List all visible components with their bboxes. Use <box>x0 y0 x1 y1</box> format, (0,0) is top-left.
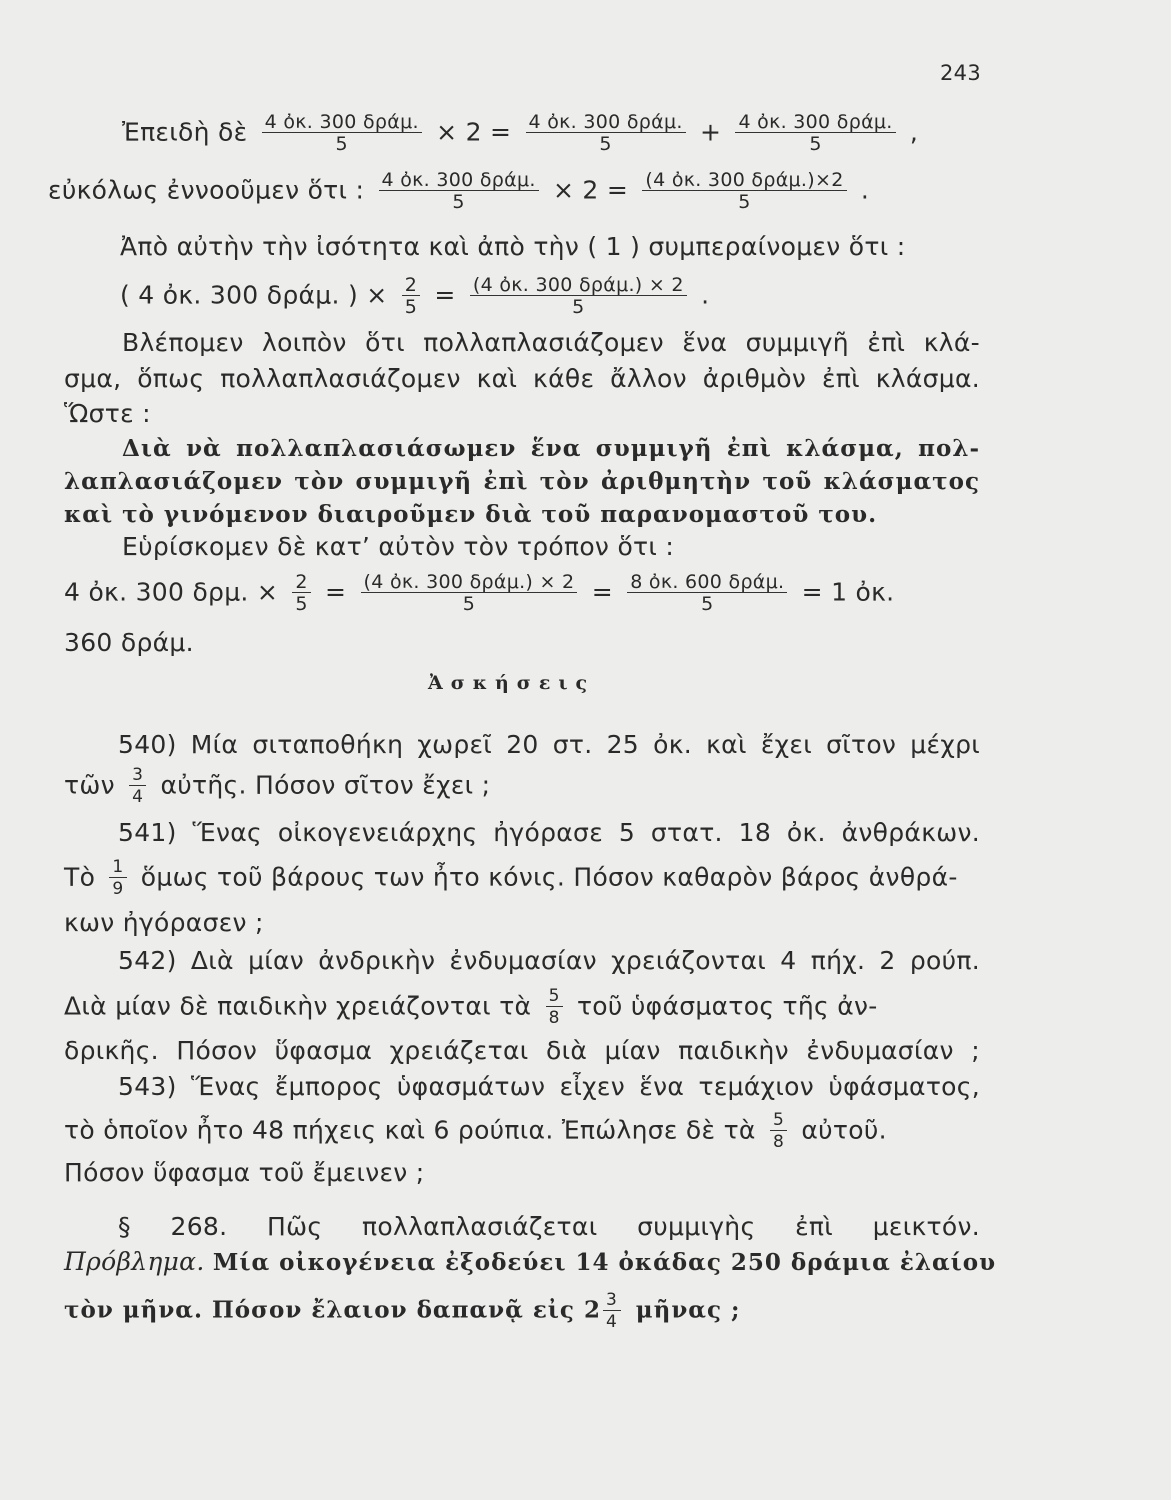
text-line: Εὑρίσκομεν δὲ κατ’ αὐτὸν τὸν τρόπον ὅτι : <box>122 532 675 561</box>
fraction: $\frac{\text{(4 ὀκ. 300 δράμ.)×2}}{5}$ <box>642 170 846 213</box>
text-line: Ἀπὸ αὐτὴν τὴν ἰσότητα καὶ ἀπὸ τὴν ( 1 ) συμπεραίνομεν ὅτι : <box>120 232 906 261</box>
exercise-541-line-2: Τὸ $\frac{1}{9}$ ὅμως τοῦ βάρους των ἦτο κόνις. Πόσον καθαρὸν βάρος ἀνθρά- <box>64 857 958 899</box>
equation-line-9: 4 ὀκ. 300 δρμ. × $\frac{2}{5}$ = $\frac{\text{(4 ὀκ. 300 δράμ.) × 2}}{5}$ = $\frac{\text{8 ὀκ. 600 δράμ.}}{5}$ = 1 ὀκ. <box>64 571 895 615</box>
equation-line-1: Ἐπειδὴ δὲ $\frac{\text{4 ὀκ. 300 δράμ.}}{5}$ × 2 = $\frac{\text{4 ὀκ. 300 δράμ.}}{5}$ + $\frac{\text{4 ὀκ. 300 δράμ.}}{5}$ , <box>122 111 919 155</box>
equation-line-4: ( 4 ὀκ. 300 δράμ. ) × $\frac{2}{5}$ = $\frac{\text{(4 ὀκ. 300 δράμ.) × 2}}{5}$ . <box>120 274 710 318</box>
fraction: $\frac{2}{5}$ <box>402 275 420 318</box>
exercise-541: 541) Ἕνας οἰκογενειάρχης ἠγόρασε 5 στατ. 18 ὀκ. ἀνθράκων. <box>118 818 980 847</box>
exercises-heading: Ἀσκήσεις <box>428 672 596 694</box>
section-268-heading: § 268. Πῶς πολλαπλασιάζεται συμμιγὴς ἐπὶ μεικτόν. <box>118 1212 980 1241</box>
fraction: $\frac{\text{4 ὀκ. 300 δράμ.}}{5}$ <box>526 112 686 155</box>
exercise-540-line-2: τῶν $\frac{3}{4}$ αὐτῆς. Πόσον σῖτον ἔχει ; <box>64 765 491 807</box>
exercise-543: 543) Ἕνας ἔμπορος ὑφασμάτων εἶχεν ἕνα τεμάχιον ὑφάσματος, <box>118 1072 980 1101</box>
page-number: 243 <box>940 61 981 85</box>
exercise-542-line-2: Διὰ μίαν δὲ παιδικὴν χρειάζονται τὰ $\frac{5}{8}$ τοῦ ὑφάσματος τῆς ἀν- <box>64 986 878 1028</box>
equation-line-2: εὐκόλως ἐννοοῦμεν ὅτι : $\frac{\text{4 ὀκ. 300 δράμ.}}{5}$ × 2 = $\frac{\text{(4 ὀκ. 300 δράμ.)×2}}{5}$ . <box>48 169 870 213</box>
text-line: Βλέπομεν λοιπὸν ὅτι πολλαπλασιάζομεν ἕνα συμμιγῆ ἐπὶ κλά- <box>122 328 980 357</box>
exercise-542: 542) Διὰ μίαν ἀνδρικὴν ἐνδυμασίαν χρειάζονται 4 πήχ. 2 ρούπ. <box>118 946 980 975</box>
fraction: $\frac{3}{4}$ <box>129 765 146 808</box>
fraction: $\frac{\text{4 ὀκ. 300 δράμ.}}{5}$ <box>379 170 539 213</box>
exercise-540: 540) Μία σιταποθήκη χωρεῖ 20 στ. 25 ὀκ. καὶ ἔχει σῖτον μέχρι <box>118 730 980 759</box>
problem-line-2: τὸν μῆνα. Πόσον ἔλαιον δαπανᾷ εἰς 2 $\frac{3}{4}$ μῆνας ; <box>64 1290 741 1332</box>
problem-line-1: Πρόβλημα. Μία οἰκογένεια ἐξοδεύει 14 ὀκάδας 250 δράμια ἐλαίου <box>64 1247 997 1276</box>
text-line: σμα, ὅπως πολλαπλασιάζομεν καὶ κάθε ἄλλον ἀριθμὸν ἐπὶ κλάσμα. <box>64 364 980 393</box>
fraction: $\frac{\text{4 ὀκ. 300 δράμ.}}{5}$ <box>262 112 422 155</box>
text-line: Πόσον ὕφασμα τοῦ ἔμεινεν ; <box>64 1158 425 1187</box>
text-line: 360 δράμ. <box>64 628 194 657</box>
fraction: $\frac{1}{9}$ <box>109 857 126 900</box>
rule-text: Διὰ νὰ πολλαπλασιάσωμεν ἕνα συμμιγῆ ἐπὶ κλάσμα, πολ- <box>122 435 980 462</box>
fraction: $\frac{\text{8 ὀκ. 600 δράμ.}}{5}$ <box>627 572 787 615</box>
problem-label: Πρόβλημα. <box>64 1247 205 1276</box>
fraction: $\frac{5}{8}$ <box>770 1110 787 1153</box>
rule-text: καὶ τὸ γινόμενον διαιροῦμεν διὰ τοῦ παρανομαστοῦ του. <box>64 501 878 528</box>
fraction: $\frac{2}{5}$ <box>292 572 310 615</box>
fraction: $\frac{3}{4}$ <box>603 1290 621 1333</box>
fraction: $\frac{\text{(4 ὀκ. 300 δράμ.) × 2}}{5}$ <box>361 572 578 615</box>
rule-text: λαπλασιάζομεν τὸν συμμιγῆ ἐπὶ τὸν ἀριθμητὴν τοῦ κλάσματος <box>64 468 980 495</box>
exercise-543-line-2: τὸ ὁποῖον ἦτο 48 πήχεις καὶ 6 ρούπια. Ἐπώλησε δὲ τὰ $\frac{5}{8}$ αὐτοῦ. <box>64 1110 887 1152</box>
fraction: $\frac{5}{8}$ <box>546 986 563 1029</box>
text-line: Ὥστε : <box>64 399 151 428</box>
text-line: κων ἠγόρασεν ; <box>64 908 264 937</box>
fraction: $\frac{\text{4 ὀκ. 300 δράμ.}}{5}$ <box>735 112 895 155</box>
text-line: δρικῆς. Πόσον ὕφασμα χρειάζεται διὰ μίαν παιδικὴν ἐνδυμασίαν ; <box>64 1036 980 1065</box>
fraction: $\frac{\text{(4 ὀκ. 300 δράμ.) × 2}}{5}$ <box>470 275 687 318</box>
